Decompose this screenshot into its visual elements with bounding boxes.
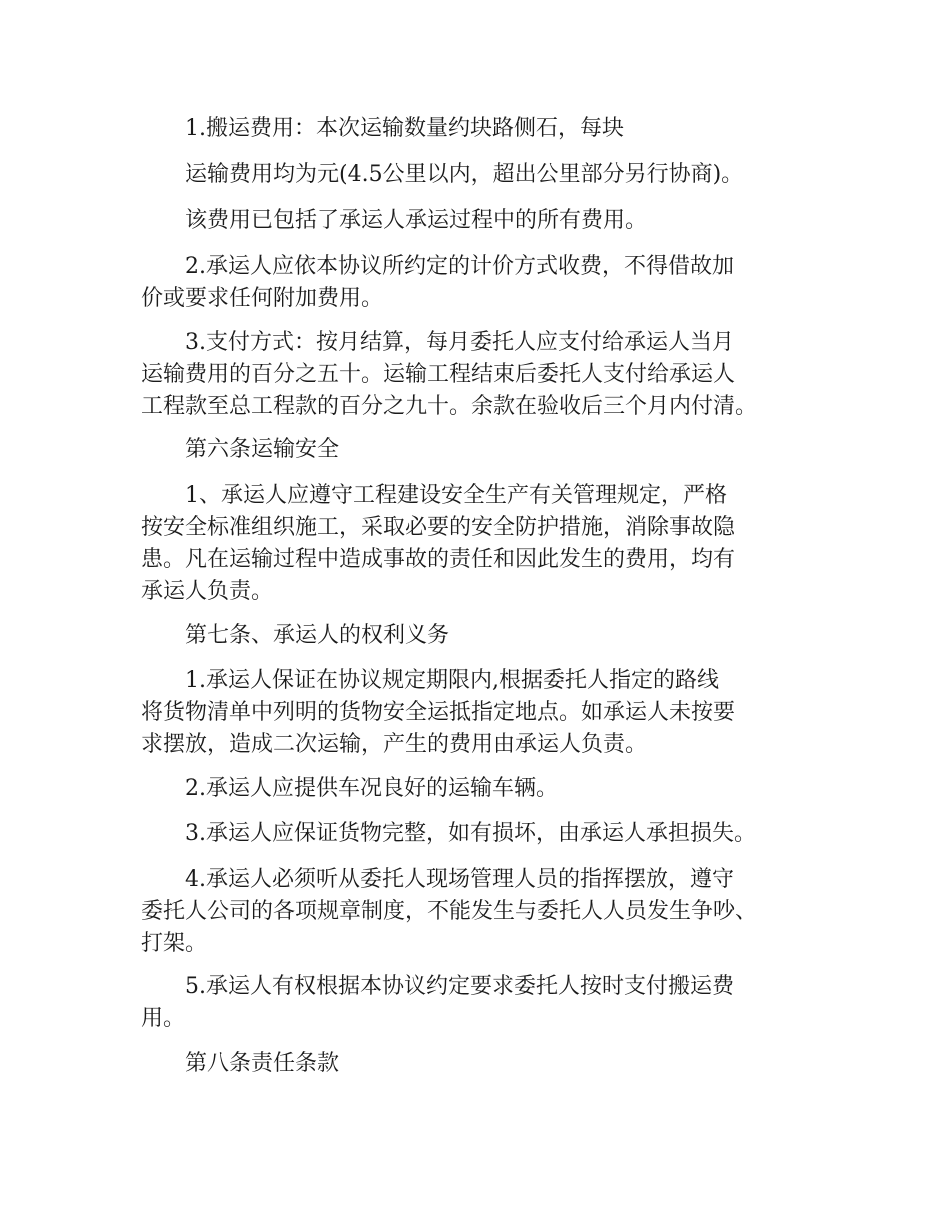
paragraph-fee-1 — [141, 113, 821, 145]
text-line: 3.支付方式：按月结算，每月委托人应支付给承运人当月 — [185, 330, 734, 355]
text-line: 5.承运人有权根据本协议约定要求委托人按时支付搬运费 — [185, 974, 734, 999]
text-line: 求摆放，造成二次运输，产生的费用由承运人负责。 — [141, 732, 648, 757]
paragraph-duty-2 — [141, 773, 821, 805]
paragraph-duty-4 — [141, 864, 821, 960]
paragraph-fee-3 — [141, 205, 821, 237]
text-line: 将货物清单中列明的货物安全运抵指定地点。如承运人未按要 — [141, 700, 736, 725]
text-line: 运输费用的百分之五十。运输工程结束后委托人支付给承运人 — [141, 362, 736, 387]
paragraph-duty-3 — [141, 818, 821, 850]
heading-text: 第六条运输安全 — [185, 437, 340, 462]
section-heading-8 — [141, 1048, 821, 1080]
section-heading-7 — [141, 620, 821, 652]
text-line: 4.承运人必须听从委托人现场管理人员的指挥摆放，遵守 — [185, 867, 734, 892]
text-line: 委托人公司的各项规章制度，不能发生与委托人人员发生争吵、 — [141, 899, 758, 924]
text-line: 承运人负责。 — [141, 579, 274, 604]
text-line: 1、承运人应遵守工程建设安全生产有关管理规定，严格 — [185, 483, 727, 508]
paragraph-fee-2 — [141, 159, 821, 191]
text-line: 打架。 — [141, 931, 208, 956]
heading-text: 第八条责任条款 — [185, 1051, 340, 1076]
text-line: 3.承运人应保证货物完整，如有损坏，由承运人承担损失。 — [185, 821, 756, 846]
text-line: 价或要求任何附加费用。 — [141, 286, 384, 311]
text-line: 患。凡在运输过程中造成事故的责任和因此发生的费用，均有 — [141, 547, 736, 572]
heading-text: 第七条、承运人的权利义务 — [185, 623, 450, 648]
text-line: 按安全标准组织施工，采取必要的安全防护措施，消除事故隐 — [141, 515, 736, 540]
text-line: 用。 — [141, 1006, 186, 1031]
paragraph-duty-5 — [141, 971, 821, 1035]
text-line: 该费用已包括了承运人承运过程中的所有费用。 — [185, 208, 648, 233]
text-line: 工程款至总工程款的百分之九十。余款在验收后三个月内付清。 — [141, 394, 758, 419]
text-line: 1.承运人保证在协议规定期限内,根据委托人指定的路线 — [185, 668, 719, 693]
paragraph-pricing — [141, 251, 821, 315]
text-line: 运输费用均为元(4.5公里以内，超出公里部分另行协商)。 — [185, 162, 744, 187]
paragraph-payment — [141, 327, 821, 423]
section-heading-6 — [141, 434, 821, 466]
text-line: 2.承运人应提供车况良好的运输车辆。 — [185, 776, 558, 801]
text-line: 2.承运人应依本协议所约定的计价方式收费，不得借故加 — [185, 254, 734, 279]
paragraph-safety — [141, 480, 821, 608]
paragraph-duty-1 — [141, 665, 821, 761]
text-line: 1.搬运费用：本次运输数量约块路侧石，每块 — [185, 116, 624, 141]
